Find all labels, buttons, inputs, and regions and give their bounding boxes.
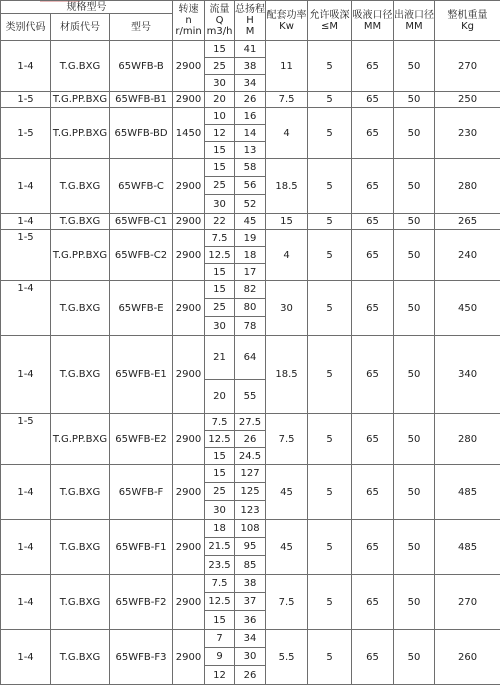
header-flow-title: 流量 xyxy=(210,4,230,15)
flow-cell: 30 xyxy=(205,501,235,520)
speed-cell: 2900 xyxy=(173,159,205,214)
speed-cell: 2900 xyxy=(173,281,205,336)
power-cell: 7.5 xyxy=(266,92,308,108)
table-row xyxy=(1,281,500,299)
flow-cell: 15 xyxy=(205,142,235,159)
category-cell: 1-4 xyxy=(1,575,51,630)
speed-cell: 2900 xyxy=(173,92,205,108)
category-cell: 1-4 xyxy=(1,336,51,414)
outlet-cell: 50 xyxy=(394,336,435,414)
material-cell: T.G.PP.BXG xyxy=(51,108,110,159)
category-cell: 1-4 xyxy=(1,41,51,92)
flow-cell: 12.5 xyxy=(205,431,235,448)
category-cell: 1-4 xyxy=(1,159,51,214)
head-cell: 16 xyxy=(235,108,266,125)
inlet-cell: 65 xyxy=(352,630,394,685)
flow-cell: 30 xyxy=(205,195,235,214)
head-cell: 18 xyxy=(235,247,266,264)
outlet-cell: 50 xyxy=(394,159,435,214)
suction-cell: 5 xyxy=(308,230,352,281)
flow-cell: 25 xyxy=(205,58,235,75)
power-cell: 45 xyxy=(266,465,308,520)
head-cell: 34 xyxy=(235,630,266,648)
head-cell: 55 xyxy=(235,380,266,414)
head-cell: 36 xyxy=(235,611,266,630)
flow-cell: 15 xyxy=(205,448,235,465)
speed-cell: 1450 xyxy=(173,108,205,159)
outlet-cell: 50 xyxy=(394,230,435,281)
category-cell: 1-4 xyxy=(1,630,51,685)
model-cell: 65WFB-B1 xyxy=(110,92,173,108)
head-cell: 26 xyxy=(235,666,266,685)
suction-cell: 5 xyxy=(308,41,352,92)
flow-cell: 21.5 xyxy=(205,538,235,556)
inlet-cell: 65 xyxy=(352,520,394,575)
header-outlet-unit: MM xyxy=(405,21,422,32)
material-cell: T.G.BXG xyxy=(51,630,110,685)
header-weight xyxy=(435,1,500,41)
power-cell: 18.5 xyxy=(266,336,308,414)
flow-cell: 25 xyxy=(205,177,235,195)
category-cell: 1-4 xyxy=(1,281,51,336)
outlet-cell: 50 xyxy=(394,108,435,159)
header-head-unit: M xyxy=(246,26,255,37)
material-cell: T.G.BXG xyxy=(51,575,110,630)
material-cell: T.G.PP.BXG xyxy=(51,230,110,281)
outlet-cell: 50 xyxy=(394,281,435,336)
category-cell: 1-4 xyxy=(1,214,51,230)
weight-cell: 280 xyxy=(435,159,500,214)
material-cell: T.G.BXG xyxy=(51,159,110,214)
header-model: 型号 xyxy=(110,14,173,41)
model-cell: 65WFB-B xyxy=(110,41,173,92)
table-body xyxy=(1,1,500,685)
inlet-cell: 65 xyxy=(352,92,394,108)
header-speed-symbol: n xyxy=(185,15,191,26)
speed-cell: 2900 xyxy=(173,630,205,685)
weight-cell: 265 xyxy=(435,214,500,230)
weight-cell: 250 xyxy=(435,92,500,108)
header-speed xyxy=(173,1,205,41)
outlet-cell: 50 xyxy=(394,414,435,465)
head-cell: 45 xyxy=(235,214,266,230)
power-cell: 11 xyxy=(266,41,308,92)
header-weight-unit: Kg xyxy=(461,21,474,32)
flow-cell: 12 xyxy=(205,666,235,685)
speed-cell: 2900 xyxy=(173,214,205,230)
header-material-code: 材质代号 xyxy=(51,14,110,41)
speed-cell: 2900 xyxy=(173,465,205,520)
inlet-cell: 65 xyxy=(352,214,394,230)
head-cell: 17 xyxy=(235,264,266,281)
category-cell: 1-4 xyxy=(1,465,51,520)
inlet-cell: 65 xyxy=(352,281,394,336)
suction-cell: 5 xyxy=(308,281,352,336)
outlet-cell: 50 xyxy=(394,214,435,230)
speed-cell: 2900 xyxy=(173,336,205,414)
flow-cell: 25 xyxy=(205,483,235,501)
outlet-cell: 50 xyxy=(394,630,435,685)
head-cell: 38 xyxy=(235,575,266,593)
head-cell: 38 xyxy=(235,58,266,75)
power-cell: 45 xyxy=(266,520,308,575)
power-cell: 7.5 xyxy=(266,575,308,630)
table-row xyxy=(1,108,500,125)
model-cell: 65WFB-F xyxy=(110,465,173,520)
suction-cell: 5 xyxy=(308,108,352,159)
category-cell: 1-5 xyxy=(1,92,51,108)
head-cell: 85 xyxy=(235,556,266,575)
power-cell: 5.5 xyxy=(266,630,308,685)
flow-cell: 9 xyxy=(205,648,235,666)
category-cell: 1-5 xyxy=(1,414,51,465)
inlet-cell: 65 xyxy=(352,108,394,159)
header-power-title: 配套功率 xyxy=(267,10,307,21)
suction-cell: 5 xyxy=(308,414,352,465)
table-row xyxy=(1,630,500,648)
model-cell: 65WFB-E1 xyxy=(110,336,173,414)
inlet-cell: 65 xyxy=(352,230,394,281)
head-cell: 34 xyxy=(235,75,266,92)
flow-cell: 7.5 xyxy=(205,230,235,247)
power-cell: 18.5 xyxy=(266,159,308,214)
header-suction-title: 允许吸深 xyxy=(310,10,350,21)
header-speed-unit: r/min xyxy=(175,26,201,37)
header-power-unit: Kw xyxy=(279,21,294,32)
head-cell: 58 xyxy=(235,159,266,177)
category-cell: 1-5 xyxy=(1,108,51,159)
head-cell: 37 xyxy=(235,593,266,611)
power-cell: 30 xyxy=(266,281,308,336)
table-row xyxy=(1,465,500,483)
model-cell: 65WFB-C xyxy=(110,159,173,214)
flow-cell: 22 xyxy=(205,214,235,230)
inlet-cell: 65 xyxy=(352,414,394,465)
header-speed-title: 转速 xyxy=(179,4,199,15)
flow-cell: 12.5 xyxy=(205,593,235,611)
table-row xyxy=(1,214,500,230)
suction-cell: 5 xyxy=(308,465,352,520)
head-cell: 125 xyxy=(235,483,266,501)
model-cell: 65WFB-C2 xyxy=(110,230,173,281)
suction-cell: 5 xyxy=(308,575,352,630)
header-weight-title: 整机重量 xyxy=(448,10,488,21)
header-outlet-title: 出液口径 xyxy=(394,10,434,21)
speed-cell: 2900 xyxy=(173,41,205,92)
speed-cell: 2900 xyxy=(173,414,205,465)
inlet-cell: 65 xyxy=(352,336,394,414)
material-cell: T.G.BXG xyxy=(51,465,110,520)
material-cell: T.G.BXG xyxy=(51,281,110,336)
flow-cell: 7 xyxy=(205,630,235,648)
weight-cell: 485 xyxy=(435,520,500,575)
flow-cell: 12 xyxy=(205,125,235,142)
flow-cell: 25 xyxy=(205,299,235,317)
flow-cell: 12.5 xyxy=(205,247,235,264)
head-cell: 27.5 xyxy=(235,414,266,431)
power-cell: 15 xyxy=(266,214,308,230)
weight-cell: 485 xyxy=(435,465,500,520)
flow-cell: 15 xyxy=(205,41,235,58)
flow-cell: 15 xyxy=(205,611,235,630)
outlet-cell: 50 xyxy=(394,465,435,520)
header-inlet-title: 吸液口径 xyxy=(353,10,393,21)
flow-cell: 30 xyxy=(205,317,235,336)
header-head-title: 总扬程 xyxy=(235,4,265,15)
header-flow-unit: m3/h xyxy=(207,26,233,37)
material-cell: T.G.BXG xyxy=(51,214,110,230)
header-suction-unit: ≤M xyxy=(321,21,338,32)
speed-cell: 2900 xyxy=(173,230,205,281)
weight-cell: 340 xyxy=(435,336,500,414)
flow-cell: 30 xyxy=(205,75,235,92)
model-cell: 65WFB-F2 xyxy=(110,575,173,630)
flow-cell: 15 xyxy=(205,264,235,281)
table-row xyxy=(1,159,500,177)
head-cell: 13 xyxy=(235,142,266,159)
inlet-cell: 65 xyxy=(352,41,394,92)
weight-cell: 270 xyxy=(435,41,500,92)
flow-cell: 23.5 xyxy=(205,556,235,575)
category-cell: 1-4 xyxy=(1,520,51,575)
head-cell: 127 xyxy=(235,465,266,483)
table-row xyxy=(1,41,500,58)
power-cell: 4 xyxy=(266,108,308,159)
head-cell: 95 xyxy=(235,538,266,556)
table-row xyxy=(1,520,500,538)
head-cell: 19 xyxy=(235,230,266,247)
power-cell: 4 xyxy=(266,230,308,281)
flow-cell: 7.5 xyxy=(205,414,235,431)
flow-cell: 21 xyxy=(205,336,235,380)
speed-cell: 2900 xyxy=(173,520,205,575)
head-cell: 24.5 xyxy=(235,448,266,465)
header-suction xyxy=(308,1,352,41)
header-category-code: 类别代码 xyxy=(1,14,51,41)
material-cell: T.G.BXG xyxy=(51,520,110,575)
weight-cell: 240 xyxy=(435,230,500,281)
inlet-cell: 65 xyxy=(352,465,394,520)
head-cell: 123 xyxy=(235,501,266,520)
suction-cell: 5 xyxy=(308,630,352,685)
header-row-1 xyxy=(1,1,500,14)
inlet-cell: 65 xyxy=(352,575,394,630)
outlet-cell: 50 xyxy=(394,575,435,630)
weight-cell: 280 xyxy=(435,414,500,465)
header-inlet xyxy=(352,1,394,41)
head-cell: 52 xyxy=(235,195,266,214)
table-row xyxy=(1,336,500,380)
speed-cell: 2900 xyxy=(173,575,205,630)
flow-cell: 15 xyxy=(205,465,235,483)
outlet-cell: 50 xyxy=(394,520,435,575)
material-cell: T.G.PP.BXG xyxy=(51,92,110,108)
model-cell: 65WFB-F1 xyxy=(110,520,173,575)
head-cell: 56 xyxy=(235,177,266,195)
head-cell: 26 xyxy=(235,92,266,108)
model-cell: 65WFB-F3 xyxy=(110,630,173,685)
table-row xyxy=(1,230,500,247)
weight-cell: 270 xyxy=(435,575,500,630)
header-outlet xyxy=(394,1,435,41)
table-row xyxy=(1,575,500,593)
weight-cell: 450 xyxy=(435,281,500,336)
head-cell: 108 xyxy=(235,520,266,538)
header-flow xyxy=(205,1,235,41)
weight-cell: 230 xyxy=(435,108,500,159)
model-cell: 65WFB-C1 xyxy=(110,214,173,230)
head-cell: 14 xyxy=(235,125,266,142)
material-cell: T.G.PP.BXG xyxy=(51,414,110,465)
inlet-cell: 65 xyxy=(352,159,394,214)
header-flow-symbol: Q xyxy=(216,15,224,26)
power-cell: 7.5 xyxy=(266,414,308,465)
outlet-cell: 50 xyxy=(394,41,435,92)
head-cell: 41 xyxy=(235,41,266,58)
table-row xyxy=(1,414,500,431)
flow-cell: 15 xyxy=(205,159,235,177)
weight-cell: 260 xyxy=(435,630,500,685)
suction-cell: 5 xyxy=(308,336,352,414)
flow-cell: 10 xyxy=(205,108,235,125)
flow-cell: 20 xyxy=(205,380,235,414)
head-cell: 80 xyxy=(235,299,266,317)
flow-cell: 15 xyxy=(205,281,235,299)
flow-cell: 18 xyxy=(205,520,235,538)
suction-cell: 5 xyxy=(308,92,352,108)
model-cell: 65WFB-E xyxy=(110,281,173,336)
header-inlet-unit: MM xyxy=(364,21,381,32)
flow-cell: 7.5 xyxy=(205,575,235,593)
outlet-cell: 50 xyxy=(394,92,435,108)
header-power xyxy=(266,1,308,41)
model-cell: 65WFB-E2 xyxy=(110,414,173,465)
suction-cell: 5 xyxy=(308,159,352,214)
category-cell: 1-5 xyxy=(1,230,51,281)
material-cell: T.G.BXG xyxy=(51,336,110,414)
head-cell: 78 xyxy=(235,317,266,336)
header-spec-group: 规格型号 xyxy=(1,1,173,14)
suction-cell: 5 xyxy=(308,520,352,575)
head-cell: 82 xyxy=(235,281,266,299)
table-row xyxy=(1,92,500,108)
model-cell: 65WFB-BD xyxy=(110,108,173,159)
header-head xyxy=(235,1,266,41)
flow-cell: 20 xyxy=(205,92,235,108)
material-cell: T.G.BXG xyxy=(51,41,110,92)
head-cell: 30 xyxy=(235,648,266,666)
header-head-symbol: H xyxy=(246,15,254,26)
suction-cell: 5 xyxy=(308,214,352,230)
head-cell: 64 xyxy=(235,336,266,380)
head-cell: 26 xyxy=(235,431,266,448)
